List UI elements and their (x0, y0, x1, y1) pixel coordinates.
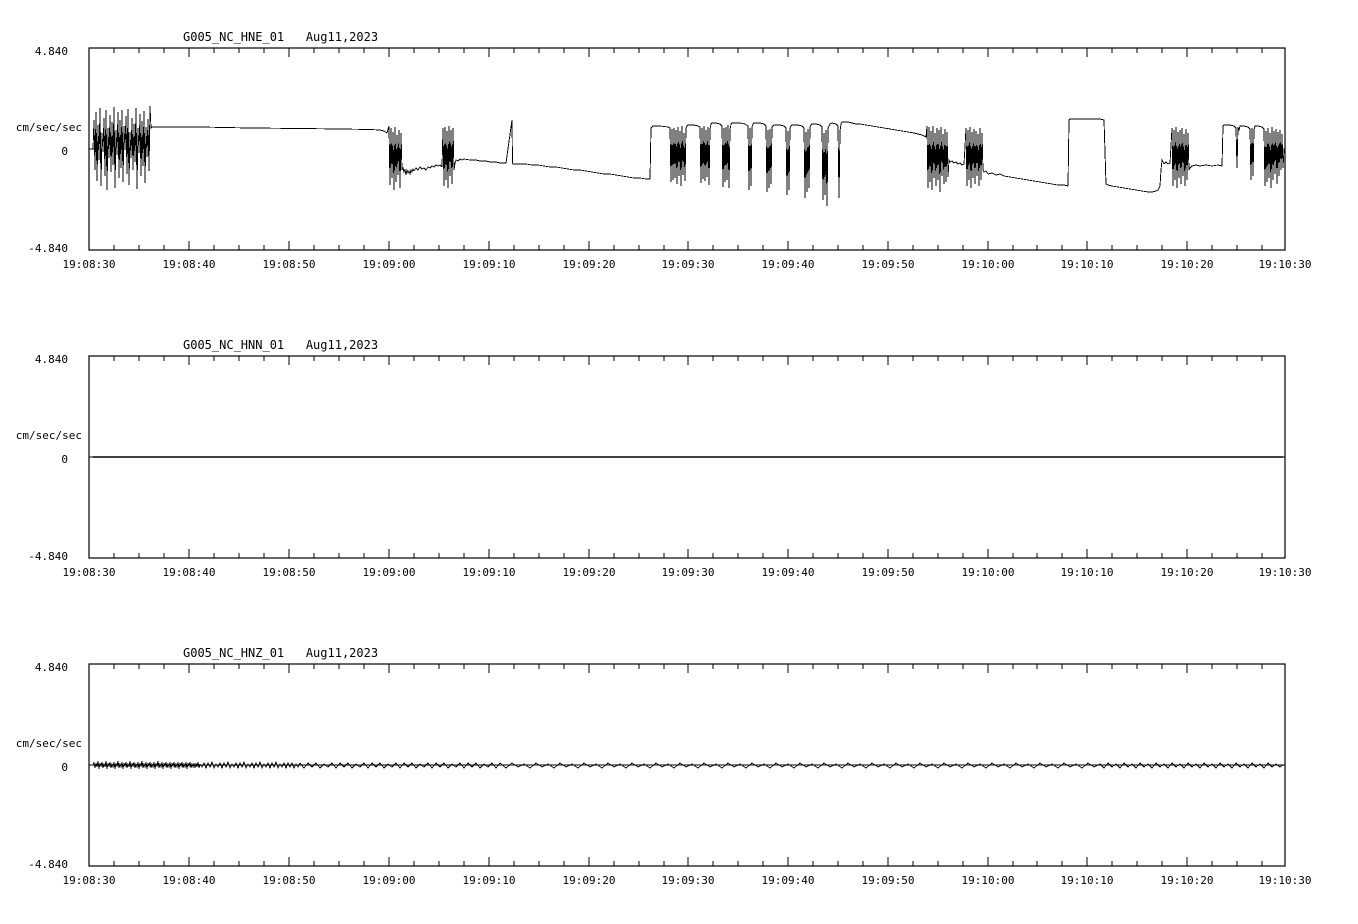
x-tick-label: 19:10:20 (1160, 566, 1214, 579)
x-tick-label: 19:09:50 (861, 258, 915, 271)
y-axis-unit-hnn: cm/sec/sec (15, 429, 82, 442)
x-tick-label: 19:09:50 (861, 874, 915, 887)
x-tick-label: 19:08:50 (262, 874, 316, 887)
x-tick-label: 19:10:00 (961, 566, 1015, 579)
y-tick-bottom-hnz: -4.840 (28, 858, 68, 871)
x-tick-label: 19:08:50 (262, 258, 316, 271)
x-tick-label: 19:09:40 (761, 258, 815, 271)
x-tick-label: 19:09:10 (462, 258, 516, 271)
x-tick-label: 19:10:20 (1160, 874, 1214, 887)
x-tick-label: 19:09:30 (661, 258, 715, 271)
x-tick-label: 19:09:40 (761, 874, 815, 887)
x-tick-label: 19:10:10 (1060, 258, 1114, 271)
y-tick-bottom-hnn: -4.840 (28, 550, 68, 563)
y-axis-unit-hnz: cm/sec/sec (15, 737, 82, 750)
chart-panel-hnz (0, 616, 1358, 916)
x-tick-label: 19:08:40 (162, 566, 216, 579)
x-tick-label: 19:09:50 (861, 566, 915, 579)
y-tick-top-hne: 4.840 (34, 45, 68, 58)
x-tick-label: 19:08:30 (62, 566, 116, 579)
x-tick-label: 19:10:10 (1060, 874, 1114, 887)
x-tick-label: 19:09:20 (562, 566, 616, 579)
x-tick-label: 19:09:00 (362, 874, 416, 887)
x-tick-label: 19:09:00 (362, 258, 416, 271)
x-tick-label: 19:08:40 (162, 258, 216, 271)
x-tick-label: 19:09:10 (462, 874, 516, 887)
panel-title-hne: G005_NC_HNE_01 Aug11,2023 (183, 30, 379, 44)
panel-title-hnn: G005_NC_HNN_01 Aug11,2023 (183, 338, 379, 352)
x-tick-label: 19:08:30 (62, 874, 116, 887)
waveform-trace-hne (93, 106, 1284, 206)
y-tick-top-hnz: 4.840 (34, 661, 68, 674)
x-tick-label: 19:08:40 (162, 874, 216, 887)
x-tick-label: 19:10:10 (1060, 566, 1114, 579)
x-tick-label: 19:10:30 (1258, 258, 1312, 271)
x-tick-label: 19:09:20 (562, 258, 616, 271)
x-tick-label: 19:08:30 (62, 258, 116, 271)
plot-area-hnz (0, 616, 1358, 916)
chart-panel-hne (0, 0, 1358, 300)
plot-area-hne (0, 0, 1358, 300)
x-tick-label: 19:08:50 (262, 566, 316, 579)
x-tick-label: 19:09:30 (661, 566, 715, 579)
x-tick-label: 19:10:00 (961, 258, 1015, 271)
x-tick-label: 19:09:30 (661, 874, 715, 887)
y-tick-bottom-hne: -4.840 (28, 242, 68, 255)
x-tick-label: 19:10:00 (961, 874, 1015, 887)
x-tick-label: 19:10:20 (1160, 258, 1214, 271)
x-tick-label: 19:09:00 (362, 566, 416, 579)
y-tick-mid-hne: 0 (61, 145, 68, 158)
y-tick-top-hnn: 4.840 (34, 353, 68, 366)
chart-panel-hnn (0, 308, 1358, 608)
x-tick-label: 19:09:20 (562, 874, 616, 887)
waveform-trace-hnz (93, 761, 1283, 769)
panel-title-hnz: G005_NC_HNZ_01 Aug11,2023 (183, 646, 379, 660)
x-tick-label: 19:09:40 (761, 566, 815, 579)
y-axis-unit-hne: cm/sec/sec (15, 121, 82, 134)
y-tick-mid-hnn: 0 (61, 453, 68, 466)
x-tick-label: 19:09:10 (462, 566, 516, 579)
y-tick-mid-hnz: 0 (61, 761, 68, 774)
x-tick-label: 19:10:30 (1258, 566, 1312, 579)
plot-area-hnn (0, 308, 1358, 608)
x-tick-label: 19:10:30 (1258, 874, 1312, 887)
